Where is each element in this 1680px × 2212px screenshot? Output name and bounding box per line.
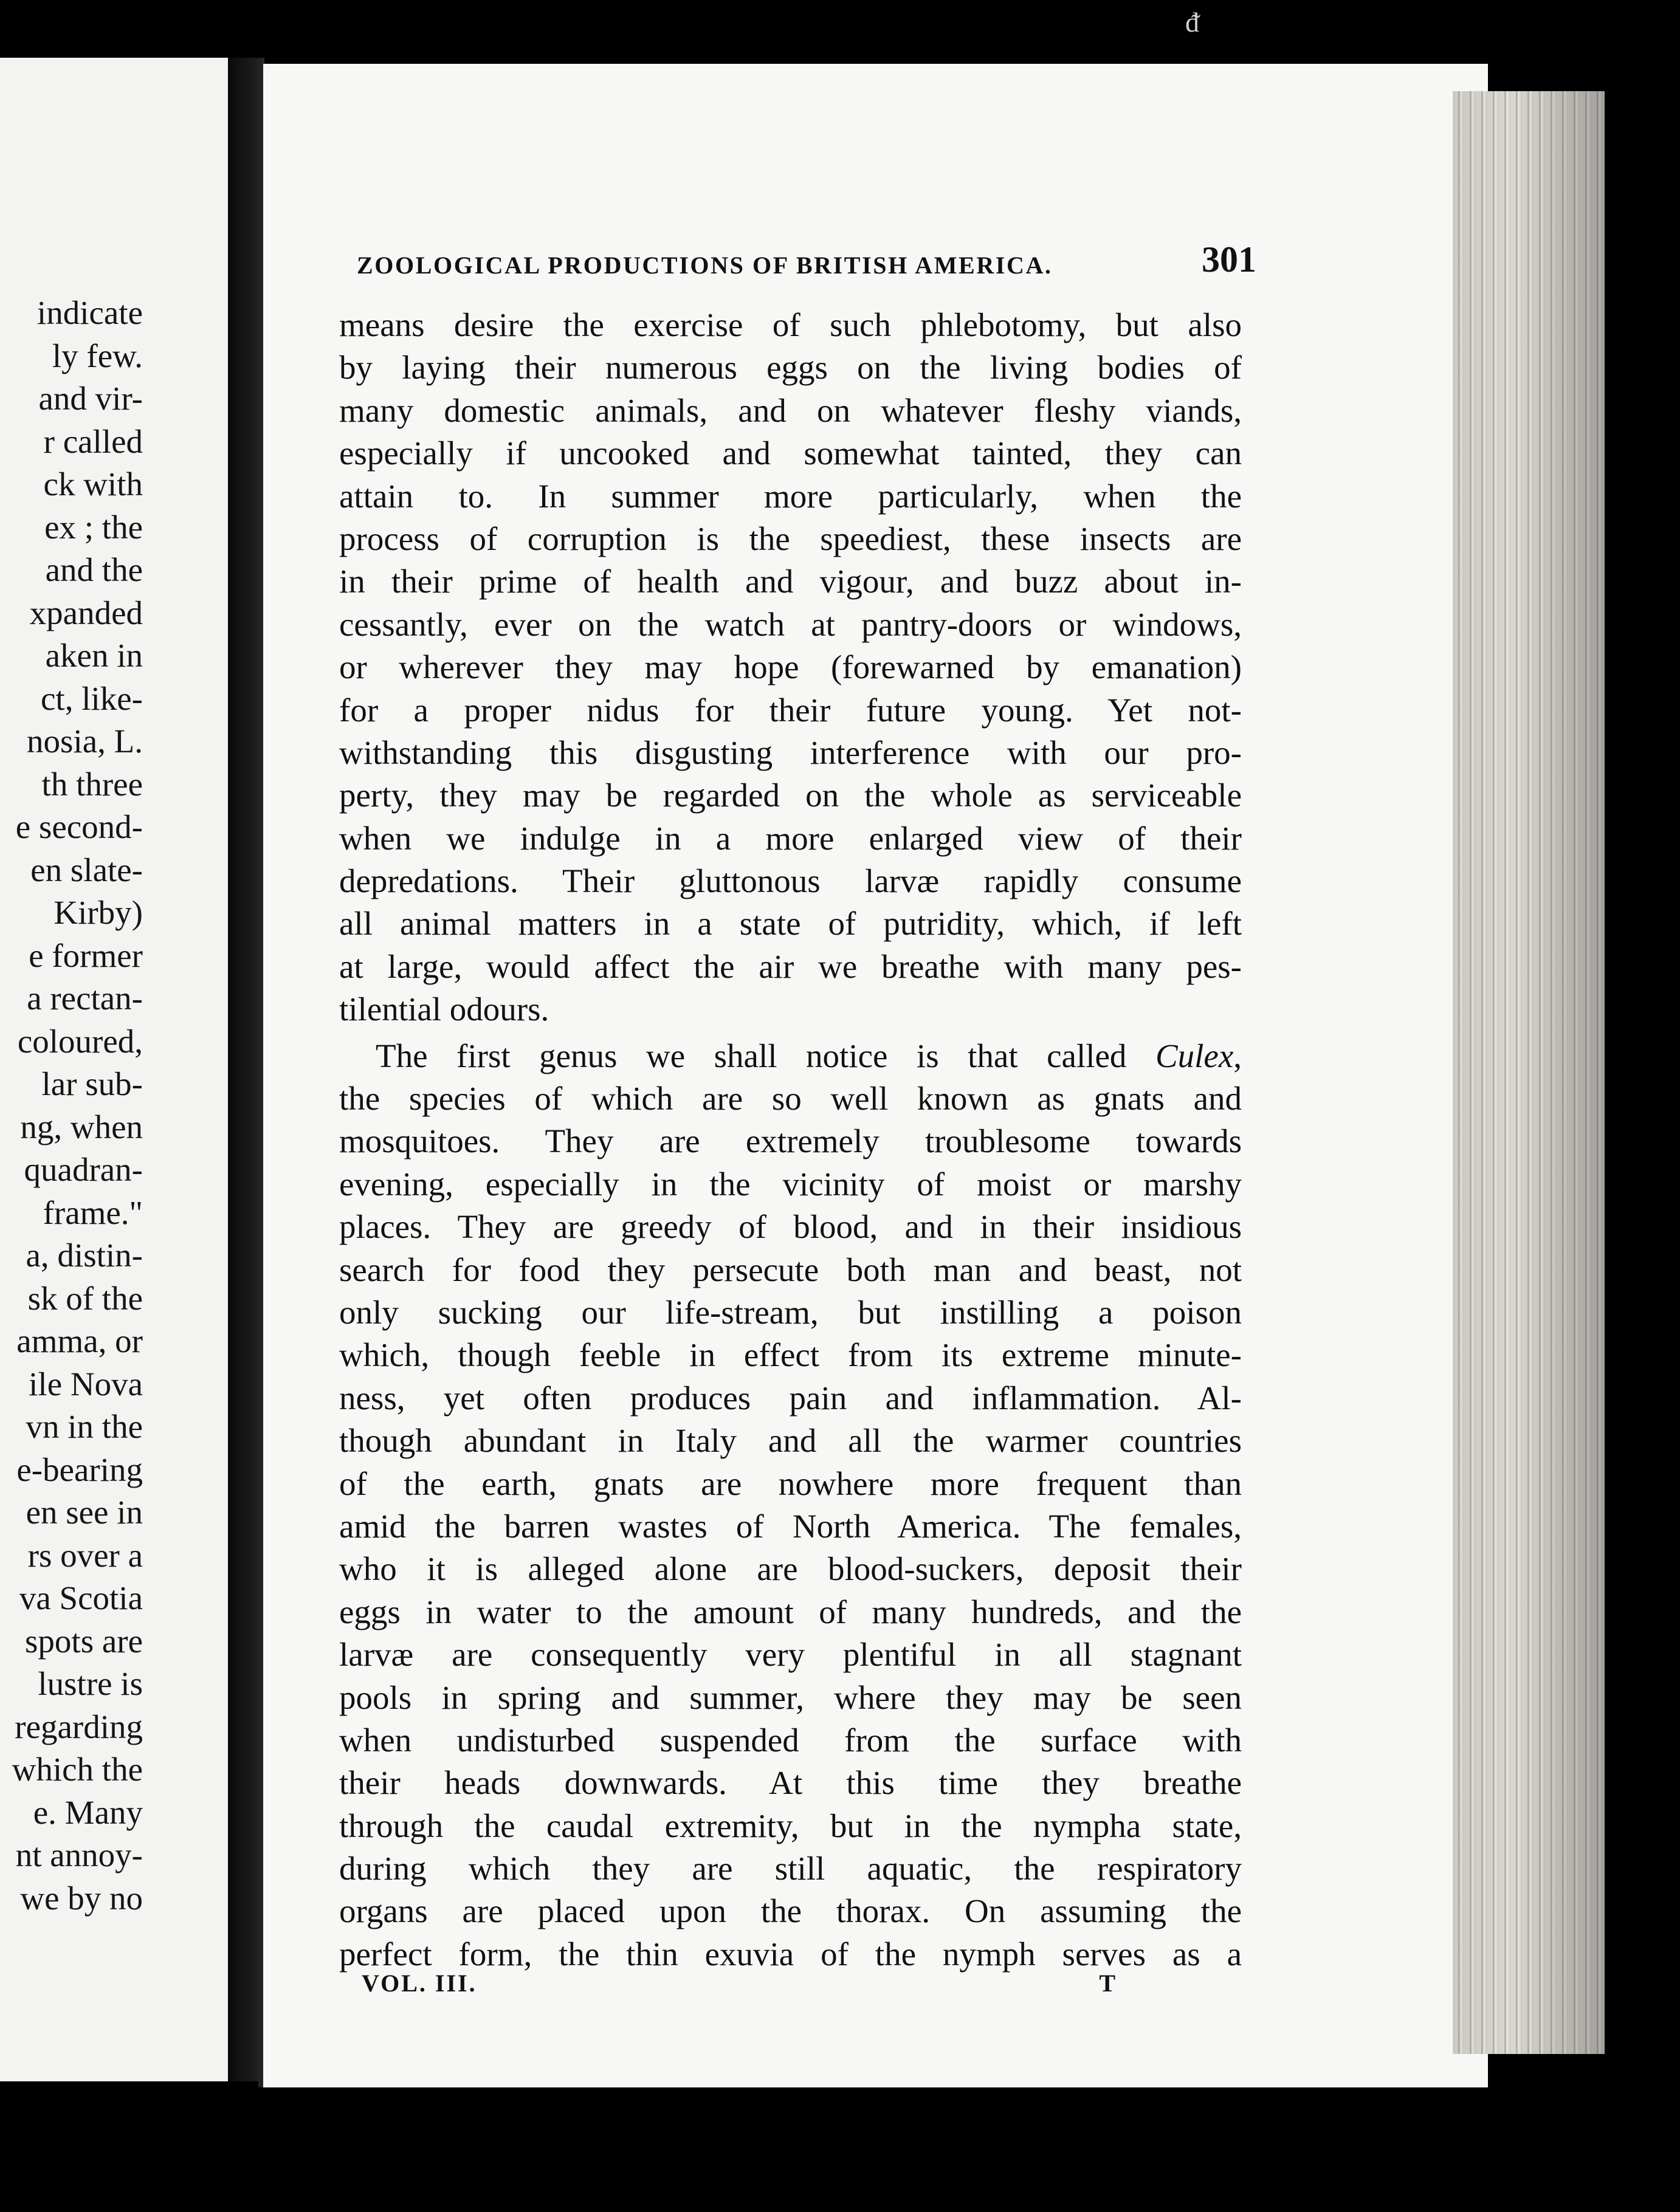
left-page-line: ct, like- bbox=[41, 679, 143, 717]
left-page-line: regarding bbox=[15, 1708, 143, 1745]
left-page-line: ex ; the bbox=[44, 508, 143, 546]
left-page-text bbox=[0, 292, 143, 1920]
left-page-line: xpanded bbox=[29, 594, 143, 631]
left-page-line: ng, when bbox=[20, 1108, 143, 1146]
page-number: 301 bbox=[1202, 239, 1256, 280]
page-edges-shade bbox=[1453, 91, 1605, 2054]
left-page-line: which the bbox=[12, 1751, 143, 1788]
left-page-line: we by no bbox=[20, 1879, 143, 1917]
text-line: pools in spring and summer, where they may be seen bbox=[339, 1678, 1242, 1716]
page-footer bbox=[362, 1969, 1115, 2005]
left-page-line: en slate- bbox=[30, 851, 143, 888]
text-line: which, though feeble in effect from its extreme minute- bbox=[339, 1336, 1242, 1374]
left-page-line: quadran- bbox=[24, 1151, 143, 1188]
text-line: The first genus we shall notice is that called Culex, bbox=[376, 1037, 1242, 1074]
left-page-line: ly few. bbox=[52, 337, 143, 374]
left-page-line: and the bbox=[45, 551, 143, 588]
left-page-line: a, distin- bbox=[26, 1237, 143, 1274]
text-line: at large, would affect the air we breathe with many pes- bbox=[339, 947, 1242, 985]
left-page-line: e second- bbox=[15, 808, 143, 845]
text-line: depredations. Their gluttonous larvæ rapidly consume bbox=[339, 862, 1242, 900]
left-page-line: lustre is bbox=[38, 1665, 143, 1702]
left-page-line: Kirby) bbox=[53, 894, 143, 931]
left-page-line: nosia, L. bbox=[27, 723, 143, 760]
left-page-line: aken in bbox=[45, 637, 143, 674]
left-page-line: indicate bbox=[36, 294, 143, 331]
text-line: mosquitoes. They are extremely troublesome towards bbox=[339, 1122, 1242, 1160]
left-page-line: a rectan- bbox=[27, 980, 143, 1017]
text-line: search for food they persecute both man and beast, not bbox=[339, 1251, 1242, 1288]
text-line: their heads downwards. At this time they breathe bbox=[339, 1764, 1242, 1802]
signature-mark: T bbox=[1099, 1970, 1115, 1997]
left-page-line: e. Many bbox=[33, 1793, 143, 1831]
paragraph bbox=[339, 304, 1242, 1031]
text-line: amid the barren wastes of North America. The females, bbox=[339, 1507, 1242, 1545]
left-page-line: ile Nova bbox=[29, 1365, 143, 1403]
text-line: cessantly, ever on the watch at pantry-doors or windows, bbox=[339, 605, 1242, 643]
text-line: though abundant in Italy and all the warmer countries bbox=[339, 1422, 1242, 1460]
text-line: places. They are greedy of blood, and in their insidious bbox=[339, 1208, 1242, 1246]
text-line: means desire the exercise of such phlebotomy, but also bbox=[339, 306, 1242, 343]
running-head bbox=[357, 239, 1256, 294]
text-line: for a proper nidus for their future young. Yet not- bbox=[339, 691, 1242, 729]
text-line: evening, especially in the vicinity of moist or marshy bbox=[339, 1165, 1242, 1203]
text-line: withstanding this disgusting interference with our pro- bbox=[339, 733, 1242, 771]
text-line: during which they are still aquatic, the respiratory bbox=[339, 1850, 1242, 1887]
text-line: or wherever they may hope (forewarned by emanation) bbox=[339, 648, 1242, 686]
left-page-line: nt annoy- bbox=[15, 1836, 143, 1874]
text-line: especially if uncooked and somewhat tainted, they can bbox=[339, 434, 1242, 472]
left-page-line: vn in the bbox=[26, 1408, 143, 1445]
text-line: only sucking our life-stream, but instilling a poison bbox=[339, 1293, 1242, 1331]
left-page-line: coloured, bbox=[17, 1022, 143, 1060]
left-page-line: frame." bbox=[43, 1194, 143, 1231]
text-line: all animal matters in a state of putridity, which, if left bbox=[339, 905, 1242, 943]
text-line: who it is alleged alone are blood-suckers, deposit their bbox=[339, 1550, 1242, 1588]
left-page-line: r called bbox=[43, 422, 143, 460]
text-line: of the earth, gnats are nowhere more frequent than bbox=[339, 1465, 1242, 1502]
left-page-line: amma, or bbox=[16, 1322, 143, 1359]
left-page-line: va Scotia bbox=[19, 1579, 143, 1616]
text-line: organs are placed upon the thorax. On assuming the bbox=[339, 1892, 1242, 1930]
left-page-line: sk of the bbox=[27, 1279, 143, 1317]
text-line: the species of which are so well known as gnats and bbox=[339, 1080, 1242, 1118]
text-line: in their prime of health and vigour, and buzz about in- bbox=[339, 563, 1242, 600]
left-page-line: rs over a bbox=[27, 1536, 143, 1574]
left-page-line: lar sub- bbox=[41, 1065, 143, 1102]
text-line: larvæ are consequently very plentiful in all stagnant bbox=[339, 1636, 1242, 1674]
left-page-line: en see in bbox=[26, 1494, 143, 1531]
left-page-line: e-bearing bbox=[16, 1451, 143, 1488]
left-page-line: ck with bbox=[43, 465, 143, 503]
left-page-line: th three bbox=[41, 765, 143, 803]
text-line: perfect form, the thin exuvia of the nymph serves as a bbox=[339, 1935, 1242, 1973]
top-mark: ᵭ bbox=[1185, 7, 1199, 38]
body-text bbox=[339, 304, 1242, 1976]
text-line: perty, they may be regarded on the whole as serviceable bbox=[339, 777, 1242, 814]
text-line: when we indulge in a more enlarged view of their bbox=[339, 819, 1242, 857]
running-title: ZOOLOGICAL PRODUCTIONS OF BRITISH AMERICA. bbox=[357, 252, 1053, 279]
genus-name: Culex bbox=[1155, 1037, 1234, 1074]
text-line: many domestic animals, and on whatever fleshy viands, bbox=[339, 391, 1242, 429]
left-page-line: and vir- bbox=[38, 380, 143, 417]
text-line: ness, yet often produces pain and inflammation. Al- bbox=[339, 1379, 1242, 1417]
left-page bbox=[0, 58, 228, 2081]
text-line: tilential odours. bbox=[339, 991, 549, 1028]
text-line: when undisturbed suspended from the surface with bbox=[339, 1721, 1242, 1759]
volume-label: VOL. III. bbox=[362, 1970, 477, 1997]
left-page-line: spots are bbox=[25, 1622, 143, 1660]
text-line: by laying their numerous eggs on the living bodies of bbox=[339, 349, 1242, 386]
text-line: through the caudal extremity, but in the nympha state, bbox=[339, 1807, 1242, 1844]
text-line: eggs in water to the amount of many hundreds, and the bbox=[339, 1593, 1242, 1630]
text-line: attain to. In summer more particularly, when the bbox=[339, 477, 1242, 515]
left-page-line: e former bbox=[29, 936, 143, 974]
paragraph bbox=[339, 1035, 1242, 1976]
text-line: process of corruption is the speediest, these insects are bbox=[339, 520, 1242, 557]
